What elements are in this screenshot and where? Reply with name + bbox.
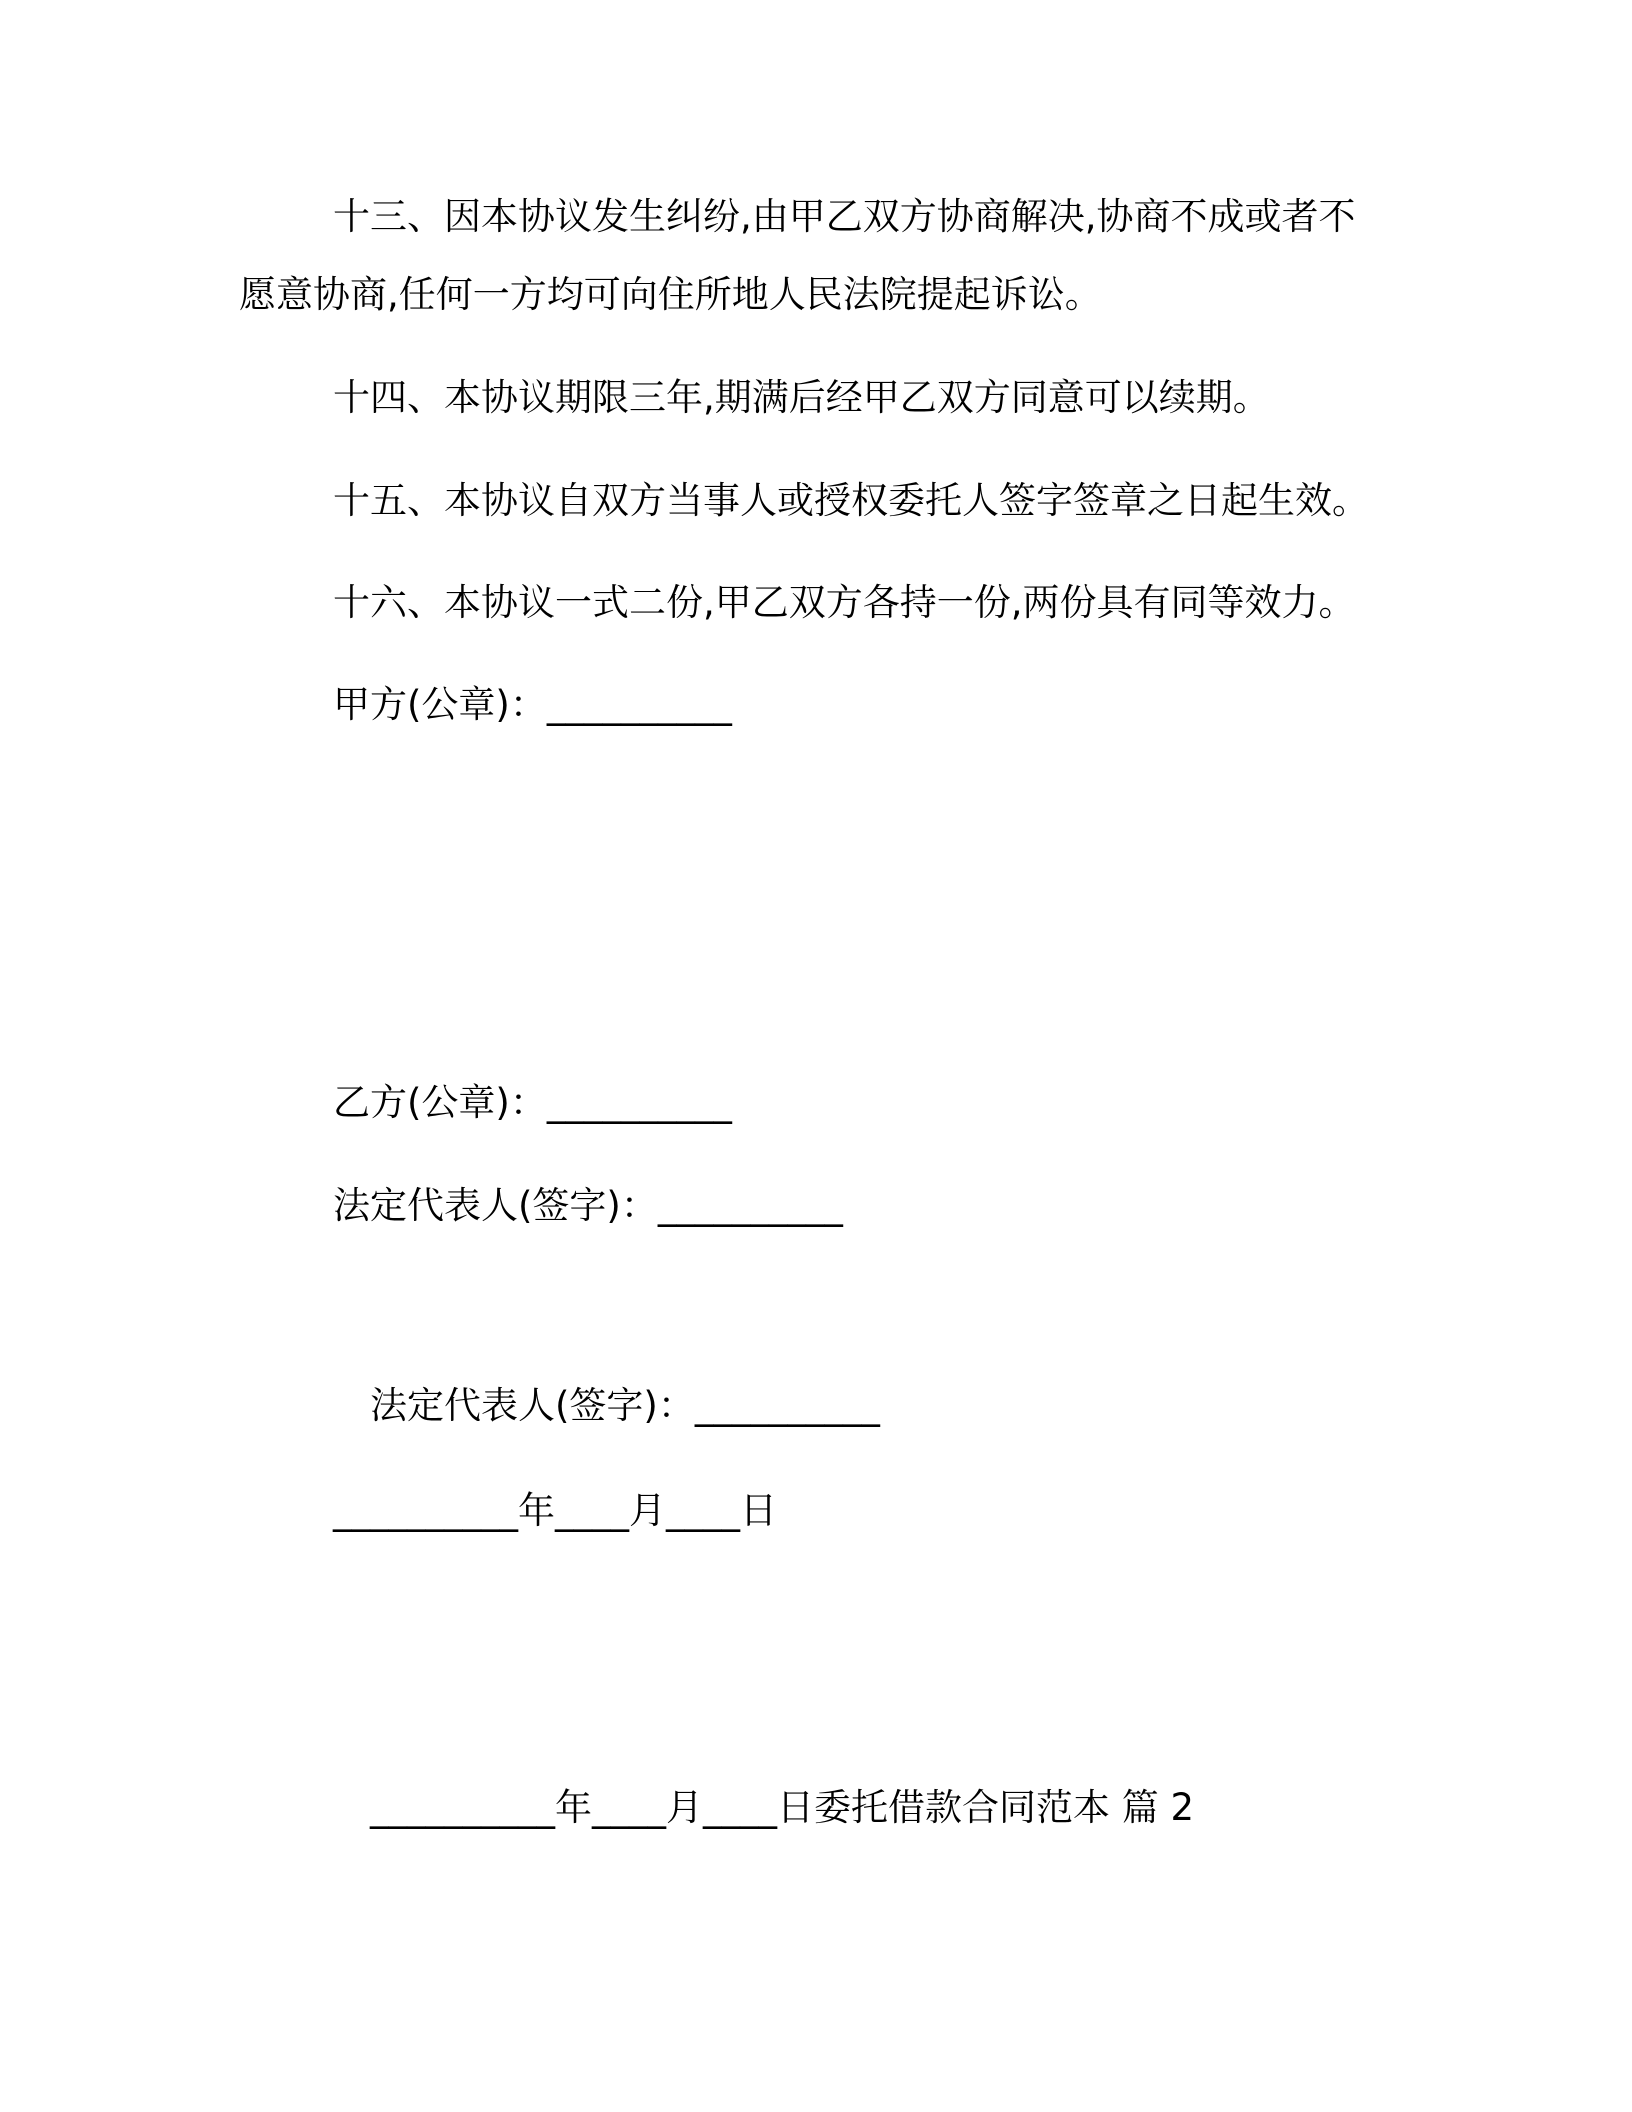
party-b-seal-field: 乙方(公章)：__________	[333, 1081, 732, 1124]
clause-13-line-1: 十三、因本协议发生纠纷,由甲乙双方协商解决,协商不成或者不	[333, 195, 1356, 238]
date-line: __________年____月____日	[333, 1489, 777, 1532]
party-a-seal-field: 甲方(公章)：__________	[333, 683, 732, 726]
next-contract-title: __________年____月____日委托借款合同范本 篇 2	[370, 1786, 1195, 1829]
clause-15: 十五、本协议自双方当事人或授权委托人签字签章之日起生效。	[333, 479, 1369, 522]
clause-16: 十六、本协议一式二份,甲乙双方各持一份,两份具有同等效力。	[333, 581, 1356, 624]
legal-rep-signature-field-1: 法定代表人(签字)：__________	[333, 1184, 843, 1227]
clause-13-line-2: 愿意协商,任何一方均可向住所地人民法院提起诉讼。	[239, 273, 1102, 316]
legal-rep-signature-field-2: 法定代表人(签字)：__________	[370, 1384, 880, 1427]
clause-14: 十四、本协议期限三年,期满后经甲乙双方同意可以续期。	[333, 376, 1270, 419]
